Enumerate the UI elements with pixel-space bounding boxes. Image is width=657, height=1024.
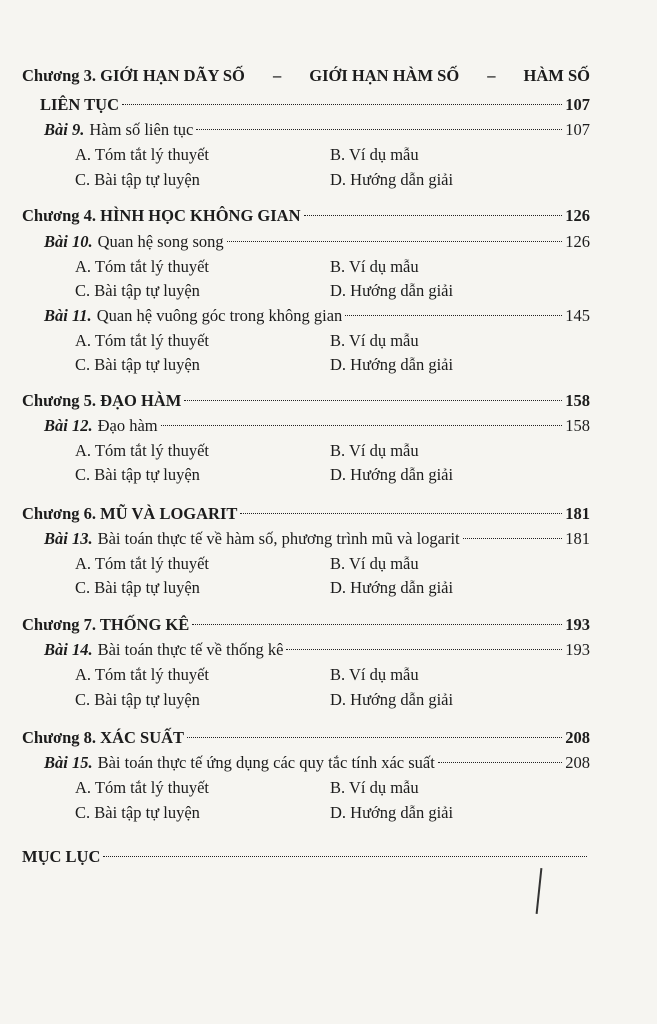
section-item[interactable]: A. Tóm tắt lý thuyết: [75, 331, 209, 350]
lesson-label: Bài 9.: [44, 120, 85, 139]
chapter-6-heading[interactable]: [22, 502, 590, 526]
section-item[interactable]: B. Ví dụ mẫu: [330, 441, 419, 460]
chapter-title-sep: –: [272, 66, 282, 85]
chapter-title: Chương 6. MŨ VÀ LOGARIT: [22, 504, 238, 523]
section-item[interactable]: C. Bài tập tự luyện: [75, 170, 200, 189]
lesson-label: Bài 15.: [44, 753, 93, 772]
dot-leader: [196, 129, 562, 130]
section-item[interactable]: B. Ví dụ mẫu: [330, 257, 419, 276]
dot-leader: [161, 425, 563, 426]
chapter-3-heading-line2[interactable]: [40, 93, 590, 117]
section-item[interactable]: A. Tóm tắt lý thuyết: [75, 554, 209, 573]
lesson-15[interactable]: [44, 751, 590, 775]
chapter-title-part: Chương 3. GIỚI HẠN DÃY SỐ: [22, 66, 245, 85]
section-item[interactable]: D. Hướng dẫn giải: [330, 281, 454, 300]
section-item[interactable]: A. Tóm tắt lý thuyết: [75, 257, 209, 276]
lesson-12[interactable]: [44, 414, 590, 438]
muc-luc-title: MỤC LỤC: [22, 847, 101, 866]
lesson-9[interactable]: [44, 118, 590, 142]
dot-leader: [240, 513, 562, 514]
lesson-title: Đạo hàm: [97, 416, 158, 435]
lesson-title: Bài toán thực tế về thống kê: [97, 640, 284, 659]
lesson-label: Bài 13.: [44, 529, 93, 548]
page-number: 208: [565, 728, 590, 747]
lesson-label: Bài 14.: [44, 640, 93, 659]
dot-leader: [122, 104, 562, 105]
chapter-title: Chương 8. XÁC SUẤT: [22, 728, 185, 747]
section-item[interactable]: D. Hướng dẫn giải: [330, 465, 454, 484]
pen-mark: [536, 868, 543, 914]
dot-leader: [463, 538, 563, 539]
section-item[interactable]: A. Tóm tắt lý thuyết: [75, 145, 209, 164]
section-item[interactable]: C. Bài tập tự luyện: [75, 465, 200, 484]
lesson-10[interactable]: [44, 230, 590, 254]
section-item[interactable]: B. Ví dụ mẫu: [330, 145, 419, 164]
page-number: 181: [565, 529, 590, 548]
section-item[interactable]: A. Tóm tắt lý thuyết: [75, 778, 209, 797]
section-item[interactable]: A. Tóm tắt lý thuyết: [75, 441, 209, 460]
section-item[interactable]: B. Ví dụ mẫu: [330, 554, 419, 573]
section-item[interactable]: C. Bài tập tự luyện: [75, 355, 200, 374]
section-item[interactable]: A. Tóm tắt lý thuyết: [75, 665, 209, 684]
lesson-title: Bài toán thực tế ứng dụng các quy tắc tính xác suất: [97, 753, 435, 772]
section-item[interactable]: B. Ví dụ mẫu: [330, 665, 419, 684]
lesson-label: Bài 12.: [44, 416, 93, 435]
dot-leader: [438, 762, 562, 763]
dot-leader: [304, 215, 563, 216]
chapter-3-heading[interactable]: [22, 64, 590, 88]
chapter-title-part: HÀM SỐ: [523, 66, 590, 85]
page-number: 193: [565, 640, 590, 659]
chapter-title: Chương 5. ĐẠO HÀM: [22, 391, 182, 410]
lesson-title: Quan hệ vuông góc trong không gian: [96, 306, 343, 325]
chapter-5-heading[interactable]: [22, 389, 590, 413]
chapter-7-heading[interactable]: [22, 613, 590, 637]
page-number: 158: [565, 391, 590, 410]
page-number: 107: [565, 120, 590, 139]
chapter-title: Chương 7. THỐNG KÊ: [22, 615, 190, 634]
chapter-4-heading[interactable]: [22, 204, 590, 228]
section-item[interactable]: C. Bài tập tự luyện: [75, 281, 200, 300]
lesson-title: Hàm số liên tục: [89, 120, 194, 139]
page-number: 126: [565, 232, 590, 251]
section-item[interactable]: D. Hướng dẫn giải: [330, 578, 454, 597]
dot-leader: [187, 737, 562, 738]
dot-leader: [192, 624, 562, 625]
section-item[interactable]: D. Hướng dẫn giải: [330, 355, 454, 374]
section-item[interactable]: D. Hướng dẫn giải: [330, 803, 454, 822]
dot-leader: [227, 241, 563, 242]
lesson-label: Bài 11.: [44, 306, 92, 325]
dot-leader: [286, 649, 562, 650]
page-number: 181: [565, 504, 590, 523]
lesson-title: Bài toán thực tế về hàm số, phương trình mũ và logarit: [97, 529, 460, 548]
dot-leader: [103, 856, 587, 857]
section-item[interactable]: C. Bài tập tự luyện: [75, 690, 200, 709]
chapter-title: LIÊN TỤC: [40, 95, 120, 114]
section-item[interactable]: D. Hướng dẫn giải: [330, 690, 454, 709]
section-item[interactable]: B. Ví dụ mẫu: [330, 331, 419, 350]
muc-luc-entry[interactable]: [22, 845, 590, 869]
section-item[interactable]: D. Hướng dẫn giải: [330, 170, 454, 189]
lesson-11[interactable]: [44, 304, 590, 328]
lesson-13[interactable]: [44, 527, 590, 551]
lesson-label: Bài 10.: [44, 232, 93, 251]
chapter-title-sep: –: [487, 66, 496, 85]
chapter-8-heading[interactable]: [22, 726, 590, 750]
section-item[interactable]: C. Bài tập tự luyện: [75, 803, 200, 822]
dot-leader: [184, 400, 562, 401]
page-number: 145: [565, 306, 590, 325]
page-number: 107: [565, 95, 590, 114]
section-item[interactable]: C. Bài tập tự luyện: [75, 578, 200, 597]
page-number: 208: [565, 753, 590, 772]
section-item[interactable]: B. Ví dụ mẫu: [330, 778, 419, 797]
lesson-title: Quan hệ song song: [97, 232, 224, 251]
page-number: 126: [565, 206, 590, 225]
page-number: 193: [565, 615, 590, 634]
dot-leader: [345, 315, 562, 316]
page-number: 158: [565, 416, 590, 435]
chapter-title: Chương 4. HÌNH HỌC KHÔNG GIAN: [22, 206, 301, 225]
lesson-14[interactable]: [44, 638, 590, 662]
chapter-title-part: GIỚI HẠN HÀM SỐ: [309, 66, 460, 85]
